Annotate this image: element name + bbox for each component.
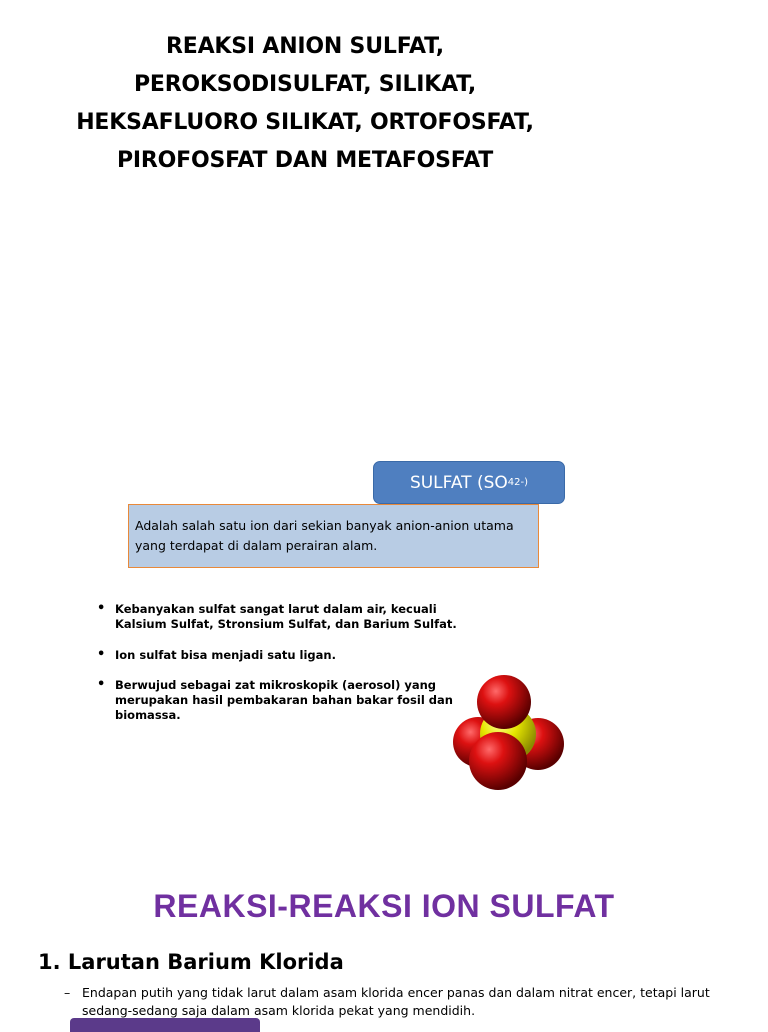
title-line: PEROKSODISULFAT, SILIKAT, bbox=[133, 72, 477, 97]
bullet-glyph: • bbox=[97, 677, 106, 692]
bullet-glyph: • bbox=[97, 647, 106, 662]
dash-list-item bbox=[64, 984, 744, 1020]
bullet-glyph: • bbox=[97, 601, 106, 616]
dash-glyph: – bbox=[64, 985, 71, 1000]
sulfat-label-prefix: SULFAT (SO bbox=[409, 472, 508, 493]
sulfate-molecule-image bbox=[448, 672, 572, 796]
title-line: REAKSI ANION SULFAT, bbox=[166, 34, 444, 59]
section-heading: REAKSI-REAKSI ION SULFAT bbox=[153, 888, 615, 924]
bullet-text: Ion sulfat bisa menjadi satu ligan. bbox=[115, 648, 336, 662]
sulfat-label-box bbox=[373, 461, 565, 504]
sulfat-label-subscript: 4 bbox=[507, 477, 515, 488]
definition-box: Adalah salah satu ion dari sekian banyak anion-anion utama yang terdapat di dalam perairan alam. bbox=[128, 504, 539, 568]
dash-item-text: Endapan putih yang tidak larut dalam asam klorida encer panas dan dalam nitrat encer, tetapi larut sedang-sedang saja dalam asam klorida pekat yang mendidih. bbox=[82, 985, 710, 1018]
next-slide-header-bar bbox=[70, 1018, 260, 1032]
bullet-item bbox=[97, 602, 467, 632]
bullet-item bbox=[97, 648, 467, 663]
oxygen-atom bbox=[469, 732, 527, 790]
oxygen-atom bbox=[477, 675, 531, 729]
title-line: PIROFOSFAT DAN METAFOSFAT bbox=[116, 148, 494, 173]
bullet-item bbox=[97, 678, 467, 723]
page-title bbox=[30, 28, 580, 180]
title-line: HEKSAFLUORO SILIKAT, ORTOFOSFAT, bbox=[76, 110, 534, 135]
bullet-text: Kebanyakan sulfat sangat larut dalam air, kecuali Kalsium Sulfat, Stronsium Sulfat, dan Barium Sulfat. bbox=[115, 602, 457, 631]
subsection-heading: 1. Larutan Barium Klorida bbox=[38, 950, 344, 974]
sulfat-label-superscript: 2-) bbox=[514, 477, 529, 488]
bullet-text: Berwujud sebagai zat mikroskopik (aerosol) yang merupakan hasil pembakaran bahan bakar fosil dan biomassa. bbox=[115, 678, 453, 722]
